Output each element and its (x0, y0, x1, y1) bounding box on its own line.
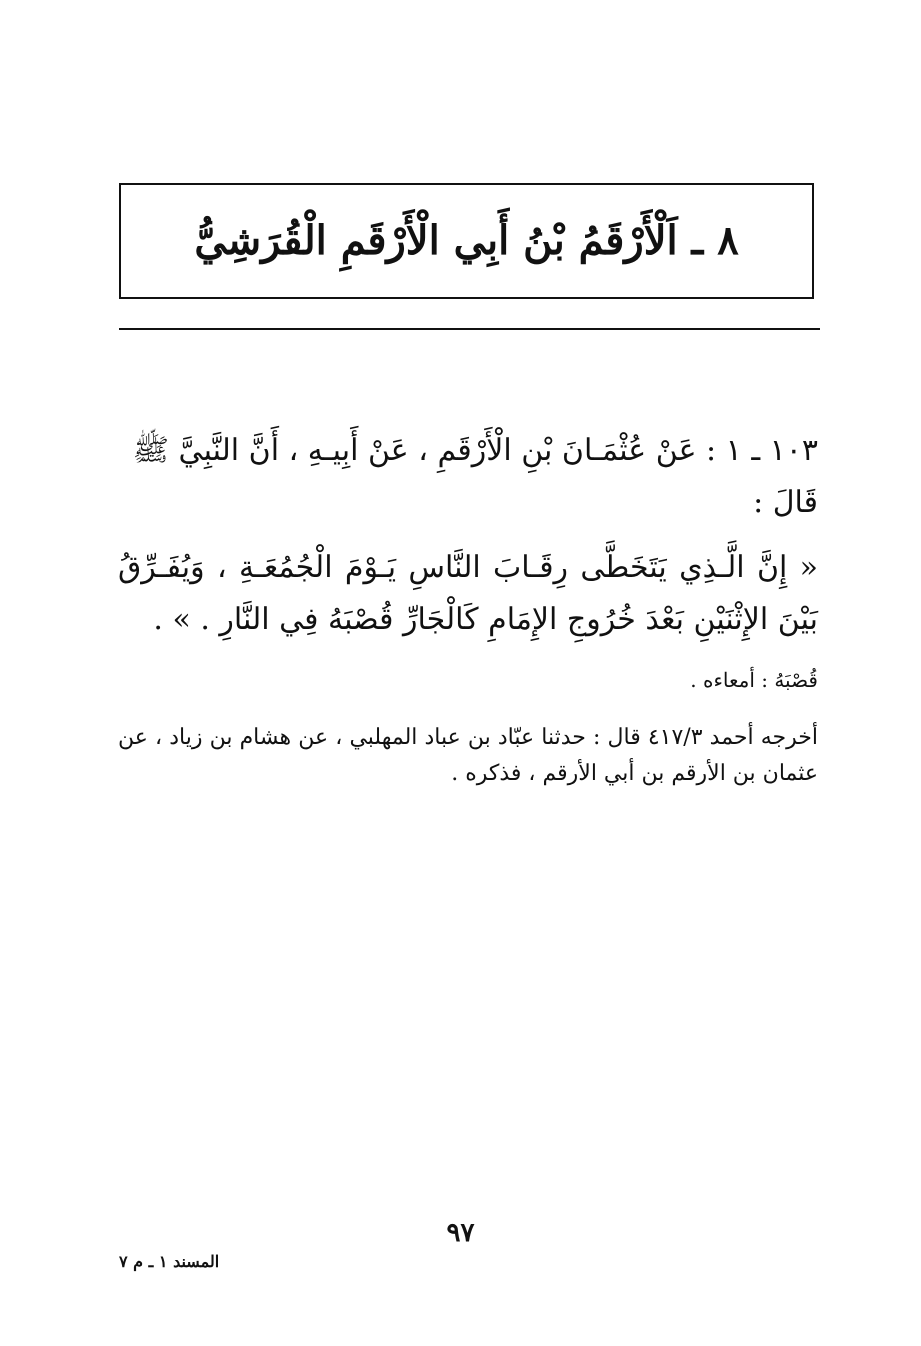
printer-signature: المسند ١ ـ م ٧ (119, 1252, 220, 1271)
takhrij-note: أخرجه أحمد ٤١٧/٣ قال : حدثنا عبّاد بن عباد المهلبي ، عن هشام بن زياد ، عن عثمان بن الأرقم بن أبي الأرقم ، فذكره . (118, 725, 818, 786)
hadith-text: « إِنَّ الَّـذِي يَتَخَطَّى رِقَـابَ النَّاسِ يَـوْمَ الْجُمُعَـةِ ، وَيُفَـرِّقُ بَيْنَ الإِثْنَيْنِ بَعْدَ خُرُوجِ الإِمَامِ كَالْجَارِّ قُصْبَهُ فِي النَّارِ . » . (118, 550, 819, 637)
divider-rule (119, 328, 820, 330)
chapter-title-box (119, 183, 814, 299)
chapter-title: ٨ ـ اَلْأَرْقَمُ بْنُ أَبِي الْأَرْقَمِ الْقُرَشِيُّ (194, 217, 739, 264)
gloss-note: قُصْبَهُ : أمعاءه . (690, 668, 818, 692)
page-number: ٩٧ (446, 1218, 475, 1248)
hadith-header: ١٠٣ ـ ١ : عَنْ عُثْمَـانَ بْنِ الْأَرْقَمِ ، عَنْ أَبِيـهِ ، أَنَّ النَّبِيَّ ﷺ قَالَ : (132, 433, 818, 520)
